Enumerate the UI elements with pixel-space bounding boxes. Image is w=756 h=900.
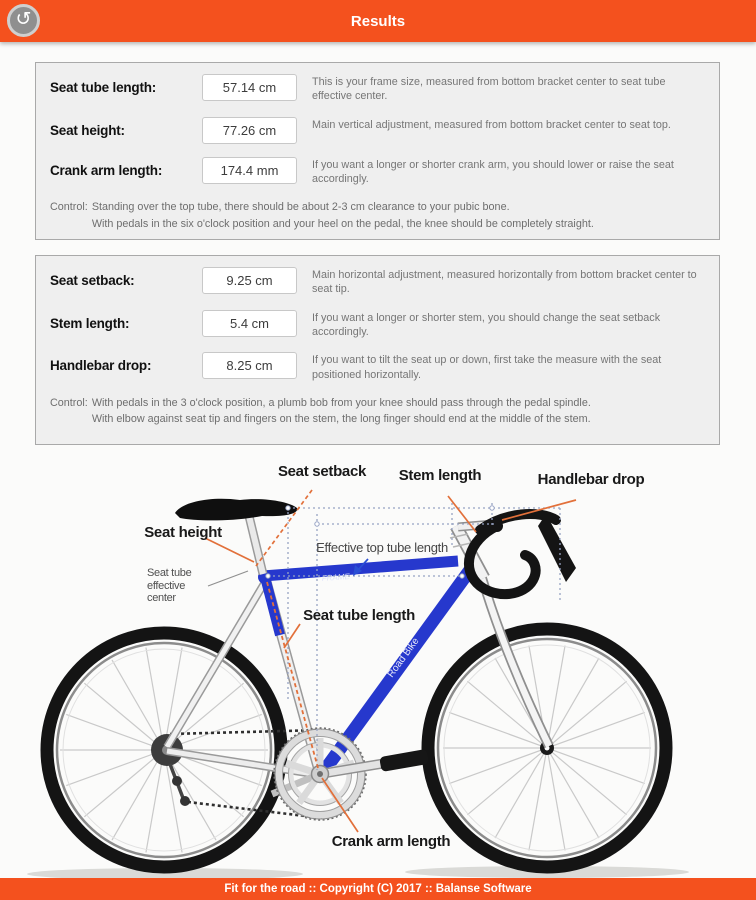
label-stem-length: Stem length [398,467,482,484]
control-body [92,395,591,427]
field-label: Seat height: [50,122,125,138]
label-seat-height: Seat height [144,524,222,541]
label-seat-tube-length: Seat tube length [303,607,415,624]
control-line: Standing over the top tube, there should be about 2-3 cm clearance to your pubic bone. [91,201,510,214]
label-line: Seat tube [147,567,192,579]
label-line: effective [147,579,186,592]
footer-bar [0,878,756,900]
saddle [175,499,297,521]
vertical-results-panel [35,62,720,240]
top-tube-text: FRAME [321,572,351,583]
wheel-shadows [27,866,689,878]
field-label: Handlebar drop: [50,358,152,374]
page-title: Results [350,12,406,30]
result-row [50,352,711,382]
field-description: If you want a longer or shorter crank arm, you should lower or raise the seat accordingly. [312,158,674,186]
label-effective-top-tube: Effective top tube length [316,540,448,555]
control-note [50,199,711,231]
front-wheel [428,629,666,867]
control-prefix: Control: [50,397,88,410]
label-line: center [147,592,176,605]
result-row [50,157,711,187]
field-description: If you want a longer or shorter stem, you should change the seat setback accordingly. [312,311,661,339]
label-seat-tube-effective-center [147,567,211,605]
back-button[interactable] [7,4,40,37]
crank-arm-length-value[interactable]: 174.4 mm [202,157,297,184]
field-label: Seat setback: [50,273,135,288]
control-line: With elbow against seat tip and fingers on the stem, the long finger should end at the middle of the stem. [91,413,591,426]
back-arrow-icon: ↺ [15,9,32,30]
field-description: If you want to tilt the seat up or down, first take the measure with the seat positioned horizontally. [312,354,662,381]
field-label: Crank arm length: [50,162,163,178]
horizontal-results-panel [35,255,720,445]
control-note [50,395,711,427]
control-prefix: Control: [50,201,88,214]
seat-setback-value[interactable]: 9.25 cm [202,267,297,294]
field-description: This is your frame size, measured from bottom bracket center to seat tube effective center. [312,76,666,103]
footer-text: Fit for the road :: Copyright (C) 2017 :: Balanse Software [224,883,532,895]
result-row [50,310,711,340]
seat-tube-length-value[interactable]: 57.14 cm [202,74,297,101]
result-row [50,117,711,144]
down-tube-text: Road Bike [385,635,422,680]
field-description: Main horizontal adjustment, measured horizontally from bottom bracket center to seat tip. [312,269,697,296]
bike-fit-diagram [0,450,756,878]
label-handlebar-drop: Handlebar drop [537,471,645,488]
control-body [92,199,594,231]
seat-height-value[interactable]: 77.26 cm [202,117,297,144]
result-row [50,267,711,297]
field-description: Main vertical adjustment, measured from bottom bracket center to seat top. [312,118,671,131]
stem-length-value[interactable]: 5.4 cm [202,310,297,337]
control-line: With pedals in the 3 o'clock position, a plumb bob from your knee should pass through the pedal spindle. [91,397,591,410]
handlebar-drop-value[interactable]: 8.25 cm [202,352,297,379]
stec-leader [208,571,248,586]
field-label: Stem length: [50,315,130,331]
control-line: With pedals in the six o'clock position and your heel on the pedal, the knee should be completely straight. [91,217,594,230]
result-row [50,74,711,104]
app-bar [0,0,756,42]
label-crank-arm-length: Crank arm length [331,833,451,850]
label-seat-setback: Seat setback [277,463,367,480]
field-label: Seat tube length: [50,80,157,95]
bicycle-illustration [0,450,756,878]
